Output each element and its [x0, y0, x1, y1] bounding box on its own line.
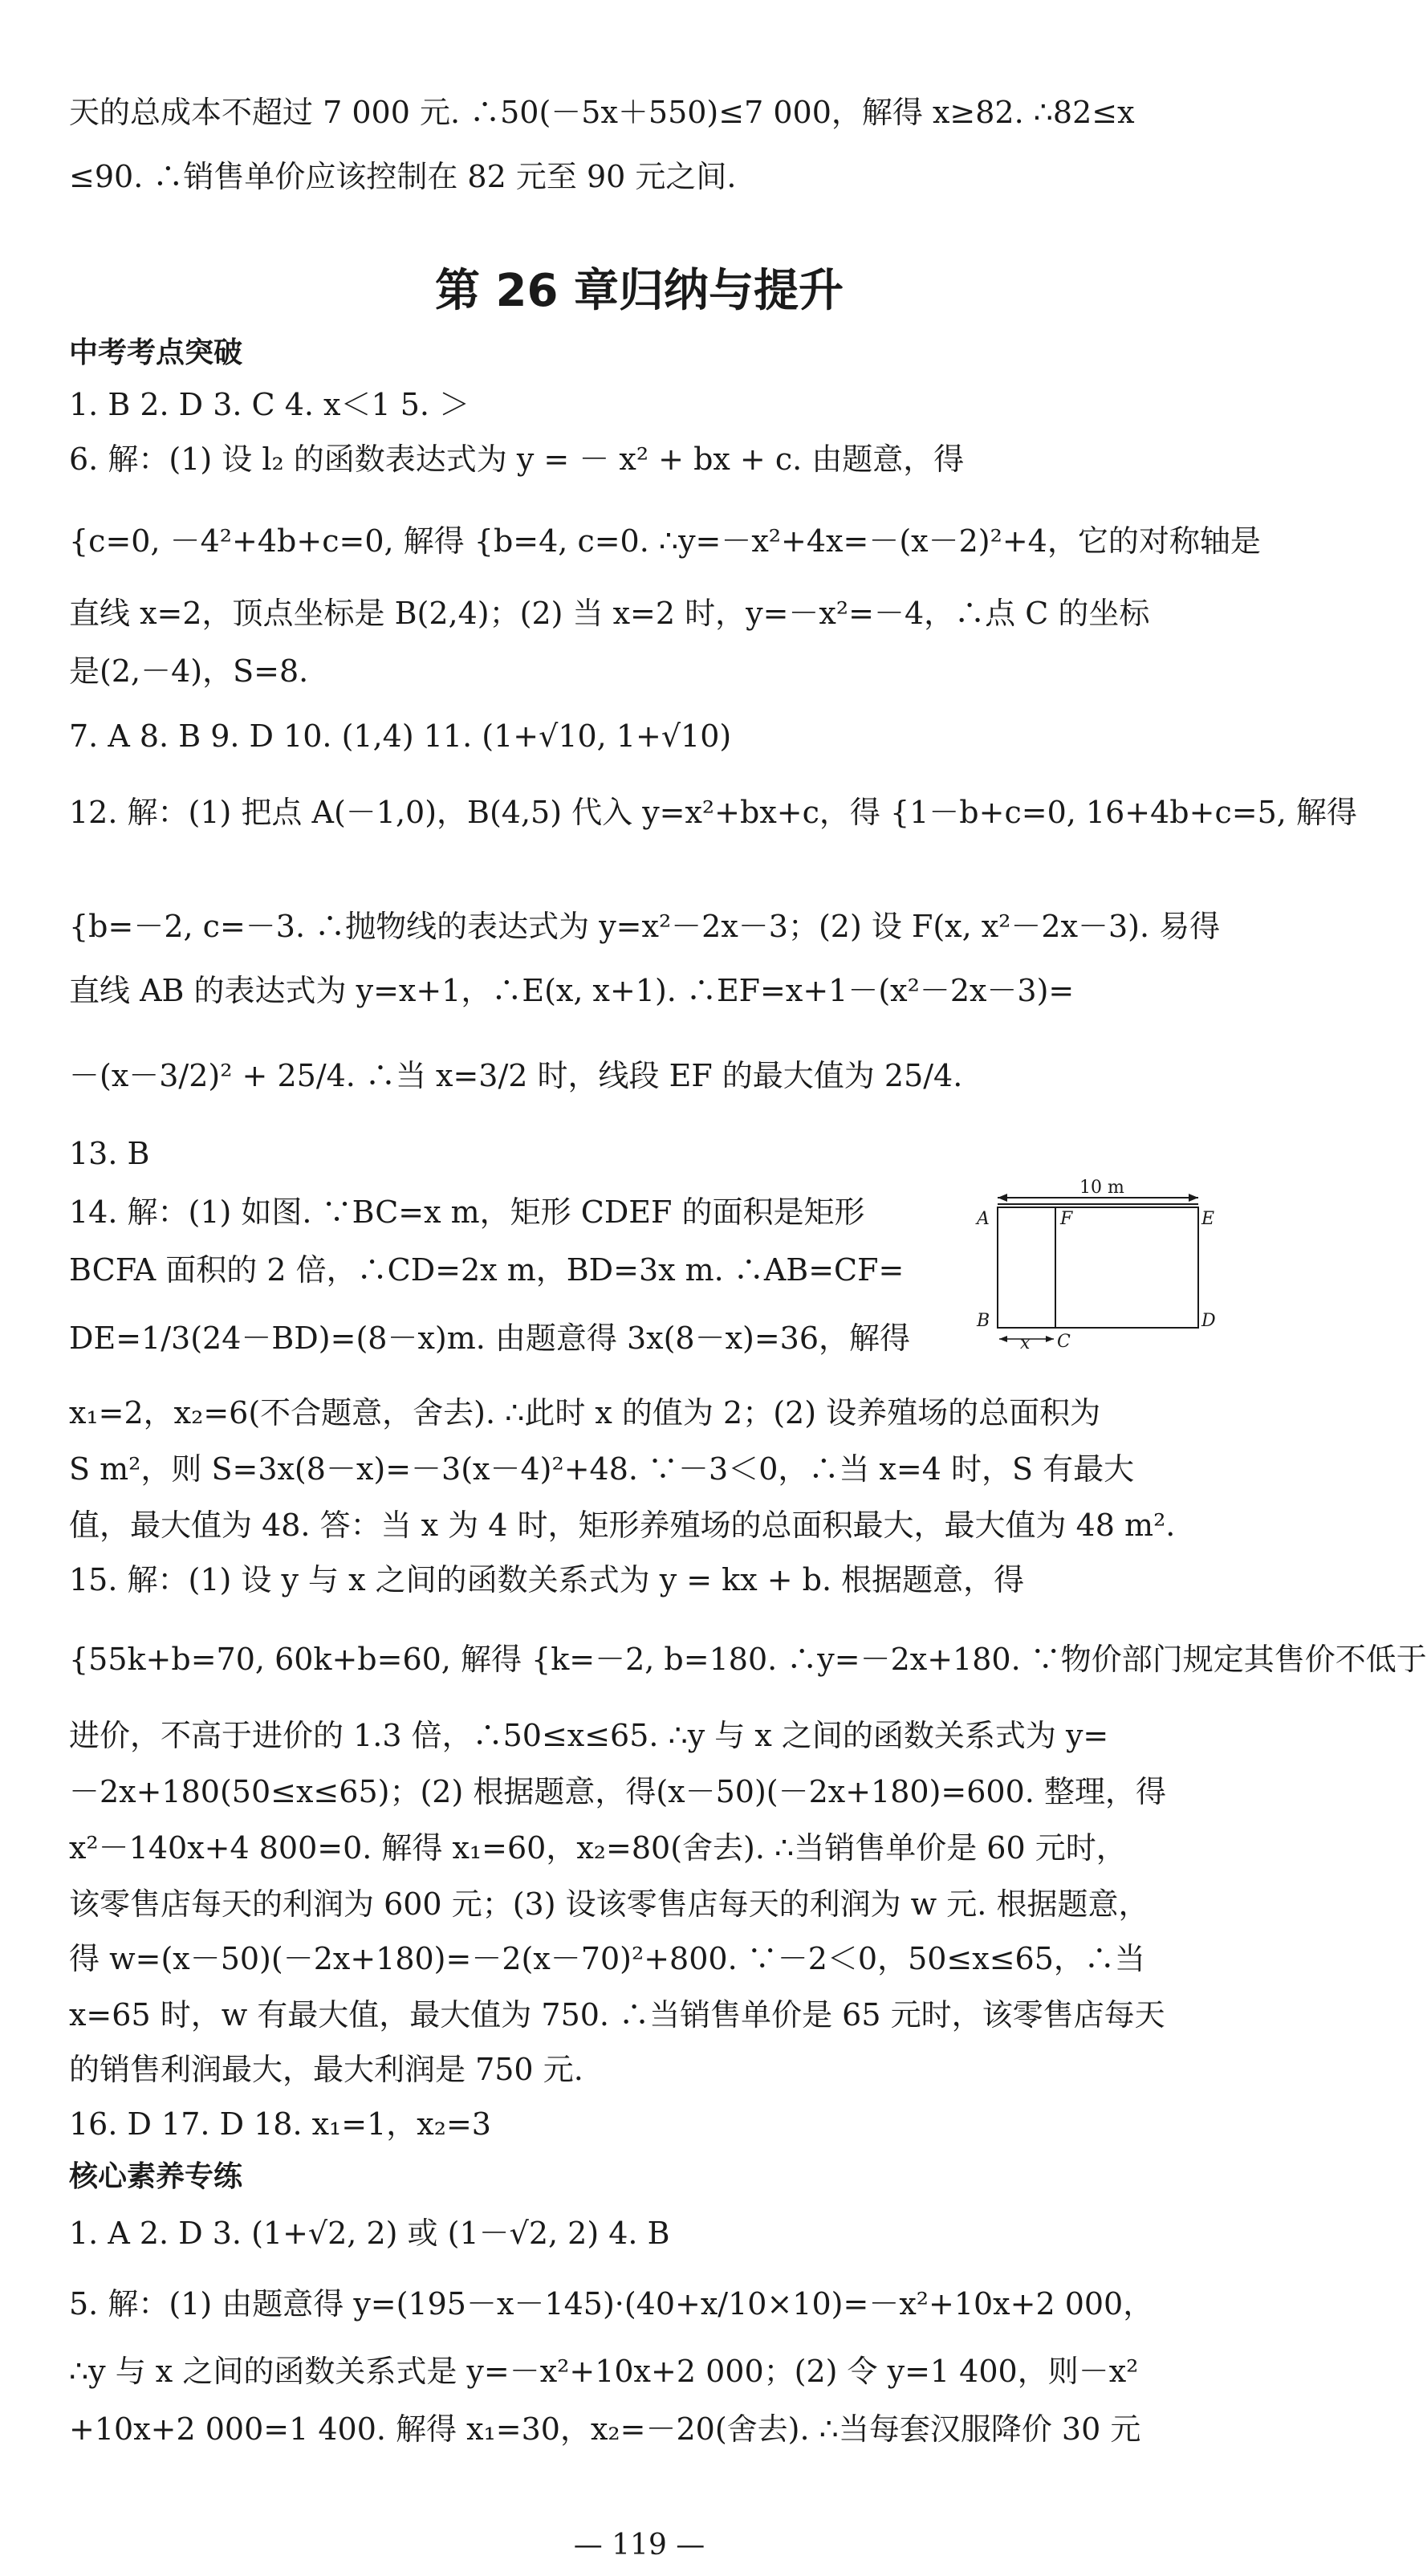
answer-line: 得 w=(x－50)(－2x+180)=－2(x－70)²+800. ∵－2＜0，50≤x≤65，∴当 [69, 1941, 1145, 1976]
chapter-title: 第 26 章归纳与提升 [435, 265, 844, 317]
text-line: ≤90. ∴销售单价应该控制在 82 元至 90 元之间. [69, 159, 737, 194]
rectangle-diagram [975, 1180, 1216, 1357]
answer-line: －(x－3/2)² + 25/4. ∴当 x=3/2 时，线段 EF 的最大值为 25/4. [69, 1058, 963, 1093]
answer-line: x₁=2，x₂=6(不合题意，舍去). ∴此时 x 的值为 2；(2) 设养殖场的总面积为 [69, 1395, 1101, 1430]
point-label-d: D [1201, 1311, 1216, 1331]
answer-line: 是(2,－4)，S=8. [69, 653, 309, 689]
section-heading: 中考考点突破 [69, 336, 243, 369]
answer-line: 12. 解：(1) 把点 A(－1,0)，B(4,5) 代入 y=x²+bx+c，得 {1－b+c=0, 16+4b+c=5, 解得 [69, 795, 1357, 830]
answer-line: x²－140x+4 800=0. 解得 x₁=60，x₂=80(舍去). ∴当销售单价是 60 元时， [69, 1830, 1127, 1866]
answer-line: 该零售店每天的利润为 600 元；(3) 设该零售店每天的利润为 w 元. 根据题意， [69, 1886, 1149, 1922]
answer-line: 直线 AB 的表达式为 y=x+1，∴E(x, x+1). ∴EF=x+1－(x²－2x－3)= [69, 973, 1075, 1008]
point-label-a: A [977, 1209, 990, 1229]
answer-line: －2x+180(50≤x≤65)；(2) 根据题意，得(x－50)(－2x+180)=600. 整理，得 [69, 1774, 1166, 1809]
answer-line: BCFA 面积的 2 倍，∴CD=2x m，BD=3x m. ∴AB=CF= [69, 1252, 905, 1288]
answer-line: ∴y 与 x 之间的函数关系式是 y=－x²+10x+2 000；(2) 令 y=1 400，则－x² [69, 2354, 1139, 2389]
answer-line: {55k+b=70, 60k+b=60, 解得 {k=－2, b=180. ∴y=－2x+180. ∵物价部门规定其售价不低于 [69, 1642, 1427, 1677]
answer-line: 直线 x=2，顶点坐标是 B(2,4)；(2) 当 x=2 时，y=－x²=－4，∴点 C 的坐标 [69, 596, 1150, 631]
answer-line: DE=1/3(24－BD)=(8－x)m. 由题意得 3x(8－x)=36，解得 [69, 1321, 911, 1356]
point-label-e: E [1201, 1209, 1215, 1229]
answer-line: 13. B [69, 1136, 150, 1171]
answer-line: 5. 解：(1) 由题意得 y=(195－x－145)·(40+x/10×10)=－x²+10x+2 000， [69, 2286, 1154, 2322]
answer-line: 1. A 2. D 3. (1+√2, 2) 或 (1－√2, 2) 4. B [69, 2216, 670, 2251]
answer-line: 的销售利润最大，最大利润是 750 元. [69, 2052, 583, 2087]
answer-line: x=65 时，w 有最大值，最大值为 750. ∴当销售单价是 65 元时，该零售店每天 [69, 1997, 1165, 2033]
answer-line: 16. D 17. D 18. x₁=1，x₂=3 [69, 2106, 491, 2142]
point-label-b: B [977, 1311, 990, 1331]
point-label-c: C [1057, 1332, 1071, 1352]
answer-line: S m²，则 S=3x(8－x)=－3(x－4)²+48. ∵－3＜0，∴当 x=4 时，S 有最大 [69, 1451, 1135, 1487]
section-heading: 核心素养专练 [69, 2160, 243, 2193]
figure-top-label: 10 m [1079, 1178, 1124, 1198]
text-line: 天的总成本不超过 7 000 元. ∴50(－5x＋550)≤7 000，解得 x≥82. ∴82≤x [69, 95, 1135, 130]
point-label-f: F [1060, 1209, 1073, 1229]
answer-line: 6. 解：(1) 设 l₂ 的函数表达式为 y = － x² + bx + c. 由题意，得 [69, 442, 965, 477]
answer-line: {b=－2, c=－3. ∴抛物线的表达式为 y=x²－2x－3；(2) 设 F(x, x²－2x－3). 易得 [69, 909, 1221, 944]
answer-line: 值，最大值为 48. 答：当 x 为 4 时，矩形养殖场的总面积最大，最大值为 48 m². [69, 1508, 1176, 1543]
answer-line: 14. 解：(1) 如图. ∵BC=x m，矩形 CDEF 的面积是矩形 [69, 1194, 865, 1230]
answer-line: 15. 解：(1) 设 y 与 x 之间的函数关系式为 y = kx + b. 根据题意，得 [69, 1562, 1025, 1597]
figure-x-label: x [1020, 1333, 1031, 1353]
answer-line: +10x+2 000=1 400. 解得 x₁=30，x₂=－20(舍去). ∴当每套汉服降价 30 元 [69, 2411, 1141, 2447]
page-number: — 119 — [573, 2529, 705, 2562]
answer-line: 1. B 2. D 3. C 4. x＜1 5. ＞ [69, 387, 470, 422]
answer-line: {c=0, －4²+4b+c=0, 解得 {b=4, c=0. ∴y=－x²+4x=－(x－2)²+4，它的对称轴是 [69, 523, 1261, 559]
answer-line: 进价，不高于进价的 1.3 倍，∴50≤x≤65. ∴y 与 x 之间的函数关系式为 y= [69, 1718, 1109, 1753]
answer-line: 7. A 8. B 9. D 10. (1,4) 11. (1+√10, 1+√10) [69, 718, 732, 754]
